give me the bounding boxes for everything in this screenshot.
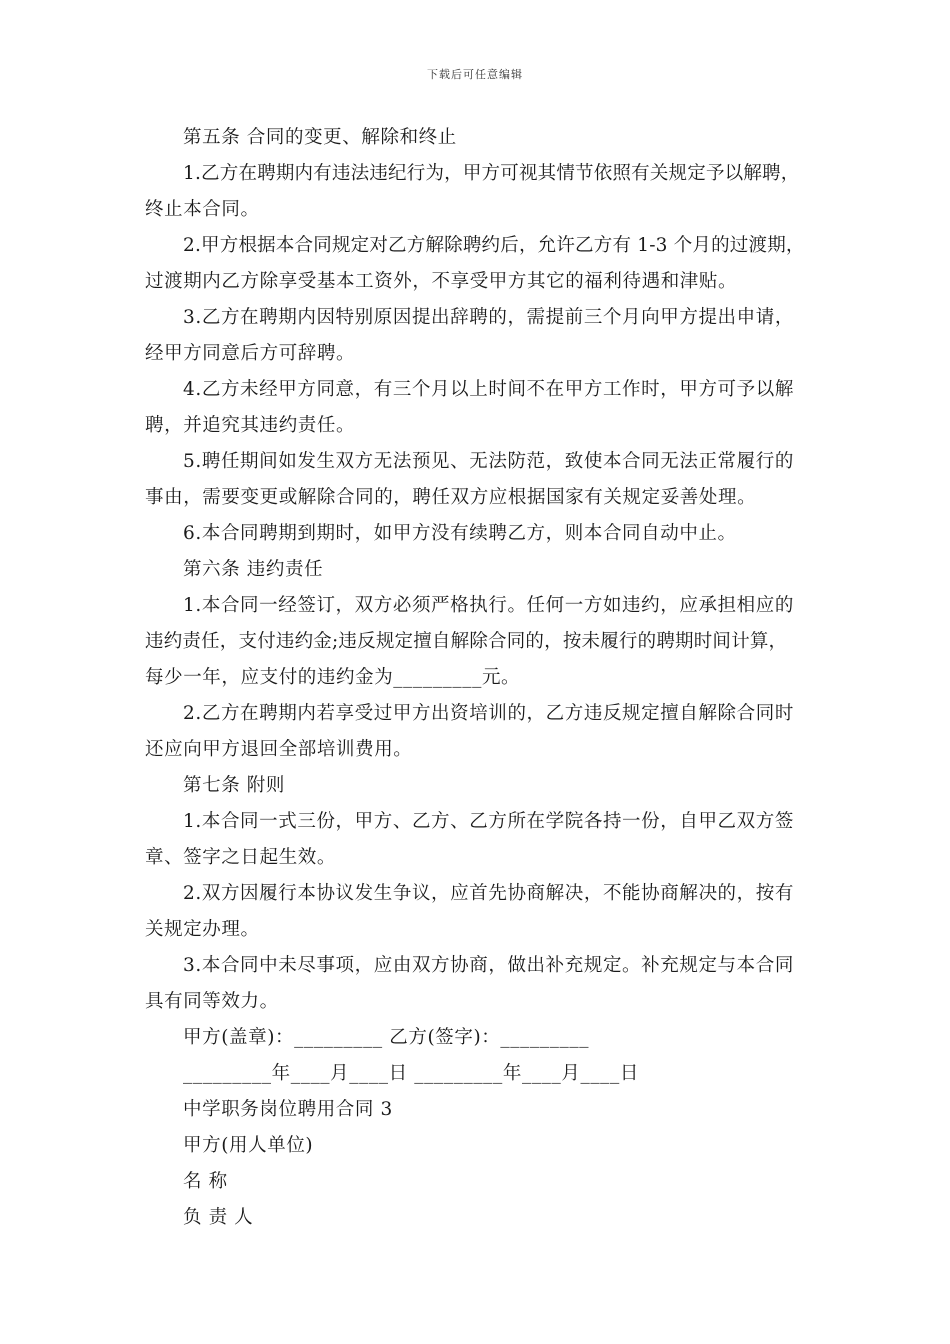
paragraph-line: 6.本合同聘期到期时，如甲方没有续聘乙方，则本合同自动中止。 (183, 523, 737, 544)
date-line: _________年____月____日 _________年____月____日 (183, 1063, 639, 1084)
page-header: 下载后可任意编辑 (427, 68, 523, 81)
paragraph-line: 违约责任，支付违约金;违反规定擅自解除合同的，按未履行的聘期时间计算， (145, 631, 788, 652)
paragraph-line: 过渡期内乙方除享受基本工资外，不享受甲方其它的福利待遇和津贴。 (145, 271, 738, 292)
paragraph-line: 1.乙方在聘期内有违法违纪行为，甲方可视其情节依照有关规定予以解聘， (183, 163, 800, 184)
paragraph-line: 具有同等效力。 (145, 991, 279, 1012)
paragraph-line: 关规定办理。 (145, 919, 260, 940)
paragraph-line: 5.聘任期间如发生双方无法预见、无法防范，致使本合同无法正常履行的 (183, 451, 794, 472)
signature-line: 甲方(盖章)：_________ 乙方(签字)：_________ (183, 1027, 590, 1048)
paragraph-line: 3.本合同中未尽事项，应由双方协商，做出补充规定。补充规定与本合同 (183, 955, 794, 976)
paragraph-line: 1.本合同一经签订，双方必须严格执行。任何一方如违约，应承担相应的 (183, 595, 794, 616)
document-body (145, 120, 815, 1236)
name-label: 名 称 (183, 1171, 228, 1192)
section-heading: 第六条 违约责任 (183, 559, 324, 580)
party-a-label: 甲方(用人单位) (183, 1135, 314, 1156)
paragraph-line: 还应向甲方退回全部培训费用。 (145, 739, 413, 760)
paragraph-line: 4.乙方未经甲方同意，有三个月以上时间不在甲方工作时，甲方可予以解 (183, 379, 794, 400)
paragraph-line: 事由，需要变更或解除合同的，聘任双方应根据国家有关规定妥善处理。 (145, 487, 757, 508)
paragraph-line: 经甲方同意后方可辞聘。 (145, 343, 356, 364)
contract-title: 中学职务岗位聘用合同 3 (183, 1099, 393, 1120)
paragraph-line: 每少一年，应支付的违约金为_________元。 (145, 667, 521, 688)
paragraph-line: 终止本合同。 (145, 199, 260, 220)
paragraph-line: 章、签字之日起生效。 (145, 847, 337, 868)
paragraph-line: 2.双方因履行本协议发生争议，应首先协商解决，不能协商解决的，按有 (183, 883, 794, 904)
paragraph-line: 2.甲方根据本合同规定对乙方解除聘约后，允许乙方有 1-3 个月的过渡期， (183, 235, 805, 256)
paragraph-line: 聘，并追究其违约责任。 (145, 415, 356, 436)
paragraph-line: 3.乙方在聘期内因特别原因提出辞聘的，需提前三个月向甲方提出申请， (183, 307, 794, 328)
paragraph-line: 1.本合同一式三份，甲方、乙方、乙方所在学院各持一份，自甲乙双方签 (183, 811, 794, 832)
responsible-person-label: 负 责 人 (183, 1207, 254, 1228)
section-heading: 第五条 合同的变更、解除和终止 (183, 127, 457, 148)
paragraph-line: 2.乙方在聘期内若享受过甲方出资培训的，乙方违反规定擅自解除合同时 (183, 703, 794, 724)
section-heading: 第七条 附则 (183, 775, 285, 796)
